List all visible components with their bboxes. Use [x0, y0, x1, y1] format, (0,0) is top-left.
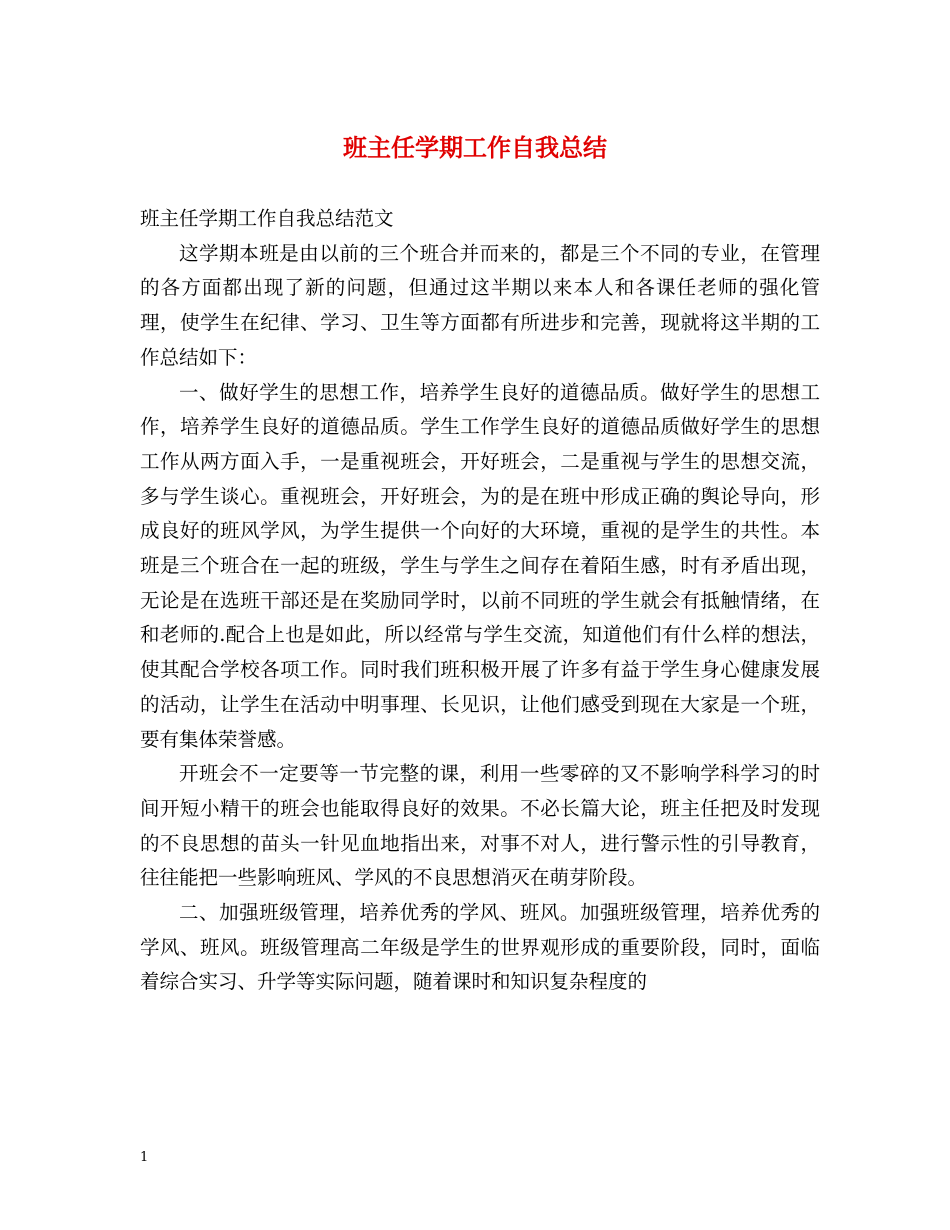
section-one-paragraph: 一、做好学生的思想工作，培养学生良好的道德品质。做好学生的思想工作，培养学生良好的道德品质。学生工作学生良好的道德品质做好学生的思想工作从两方面入手，一是重视班会，开好班会，二是重视与学生的思想交流，多与学生谈心。重视班会，开好班会，为的是在班中形成正确的舆论导向，形成良好的班风学风，为学生提供一个向好的大环境，重视的是学生的共性。本班是三个班合在一起的班级，学生与学生之间存在着陌生感，时有矛盾出现，无论是在选班干部还是在奖励同学时，以前不同班的学生就会有抵触情绪，在和老师的.配合上也是如此，所以经常与学生交流，知道他们有什么样的想法，使其配合学校各项工作。同时我们班积极开展了许多有益于学生身心健康发展的活动，让学生在活动中明事理、长见识，让他们感受到现在大家是一个班，要有集体荣誉感。	[140, 380, 820, 751]
subtitle-paragraph: 班主任学期工作自我总结范文	[140, 207, 394, 230]
document-title: 班主任学期工作自我总结	[343, 133, 607, 162]
document-body	[140, 202, 820, 1000]
class-meeting-paragraph: 开班会不一定要等一节完整的课，利用一些零碎的又不影响学科学习的时间开短小精干的班会也能取得良好的效果。不必长篇大论，班主任把及时发现的不良思想的苗头一针见血地指出来，对事不对人，进行警示性的引导教育，往往能把一些影响班风、学风的不良思想消灭在萌芽阶段。	[140, 762, 820, 890]
page-number: 1	[140, 1150, 149, 1165]
intro-paragraph: 这学期本班是由以前的三个班合并而来的，都是三个不同的专业，在管理的各方面都出现了新的问题，但通过这半期以来本人和各课任老师的强化管理，使学生在纪律、学习、卫生等方面都有所进步和完善，现就将这半期的工作总结如下：	[140, 241, 820, 369]
section-two-paragraph: 二、加强班级管理，培养优秀的学风、班风。加强班级管理，培养优秀的学风、班风。班级管理高二年级是学生的世界观形成的重要阶段，同时，面临着综合实习、升学等实际问题，随着课时和知识复杂程度的	[140, 901, 820, 994]
